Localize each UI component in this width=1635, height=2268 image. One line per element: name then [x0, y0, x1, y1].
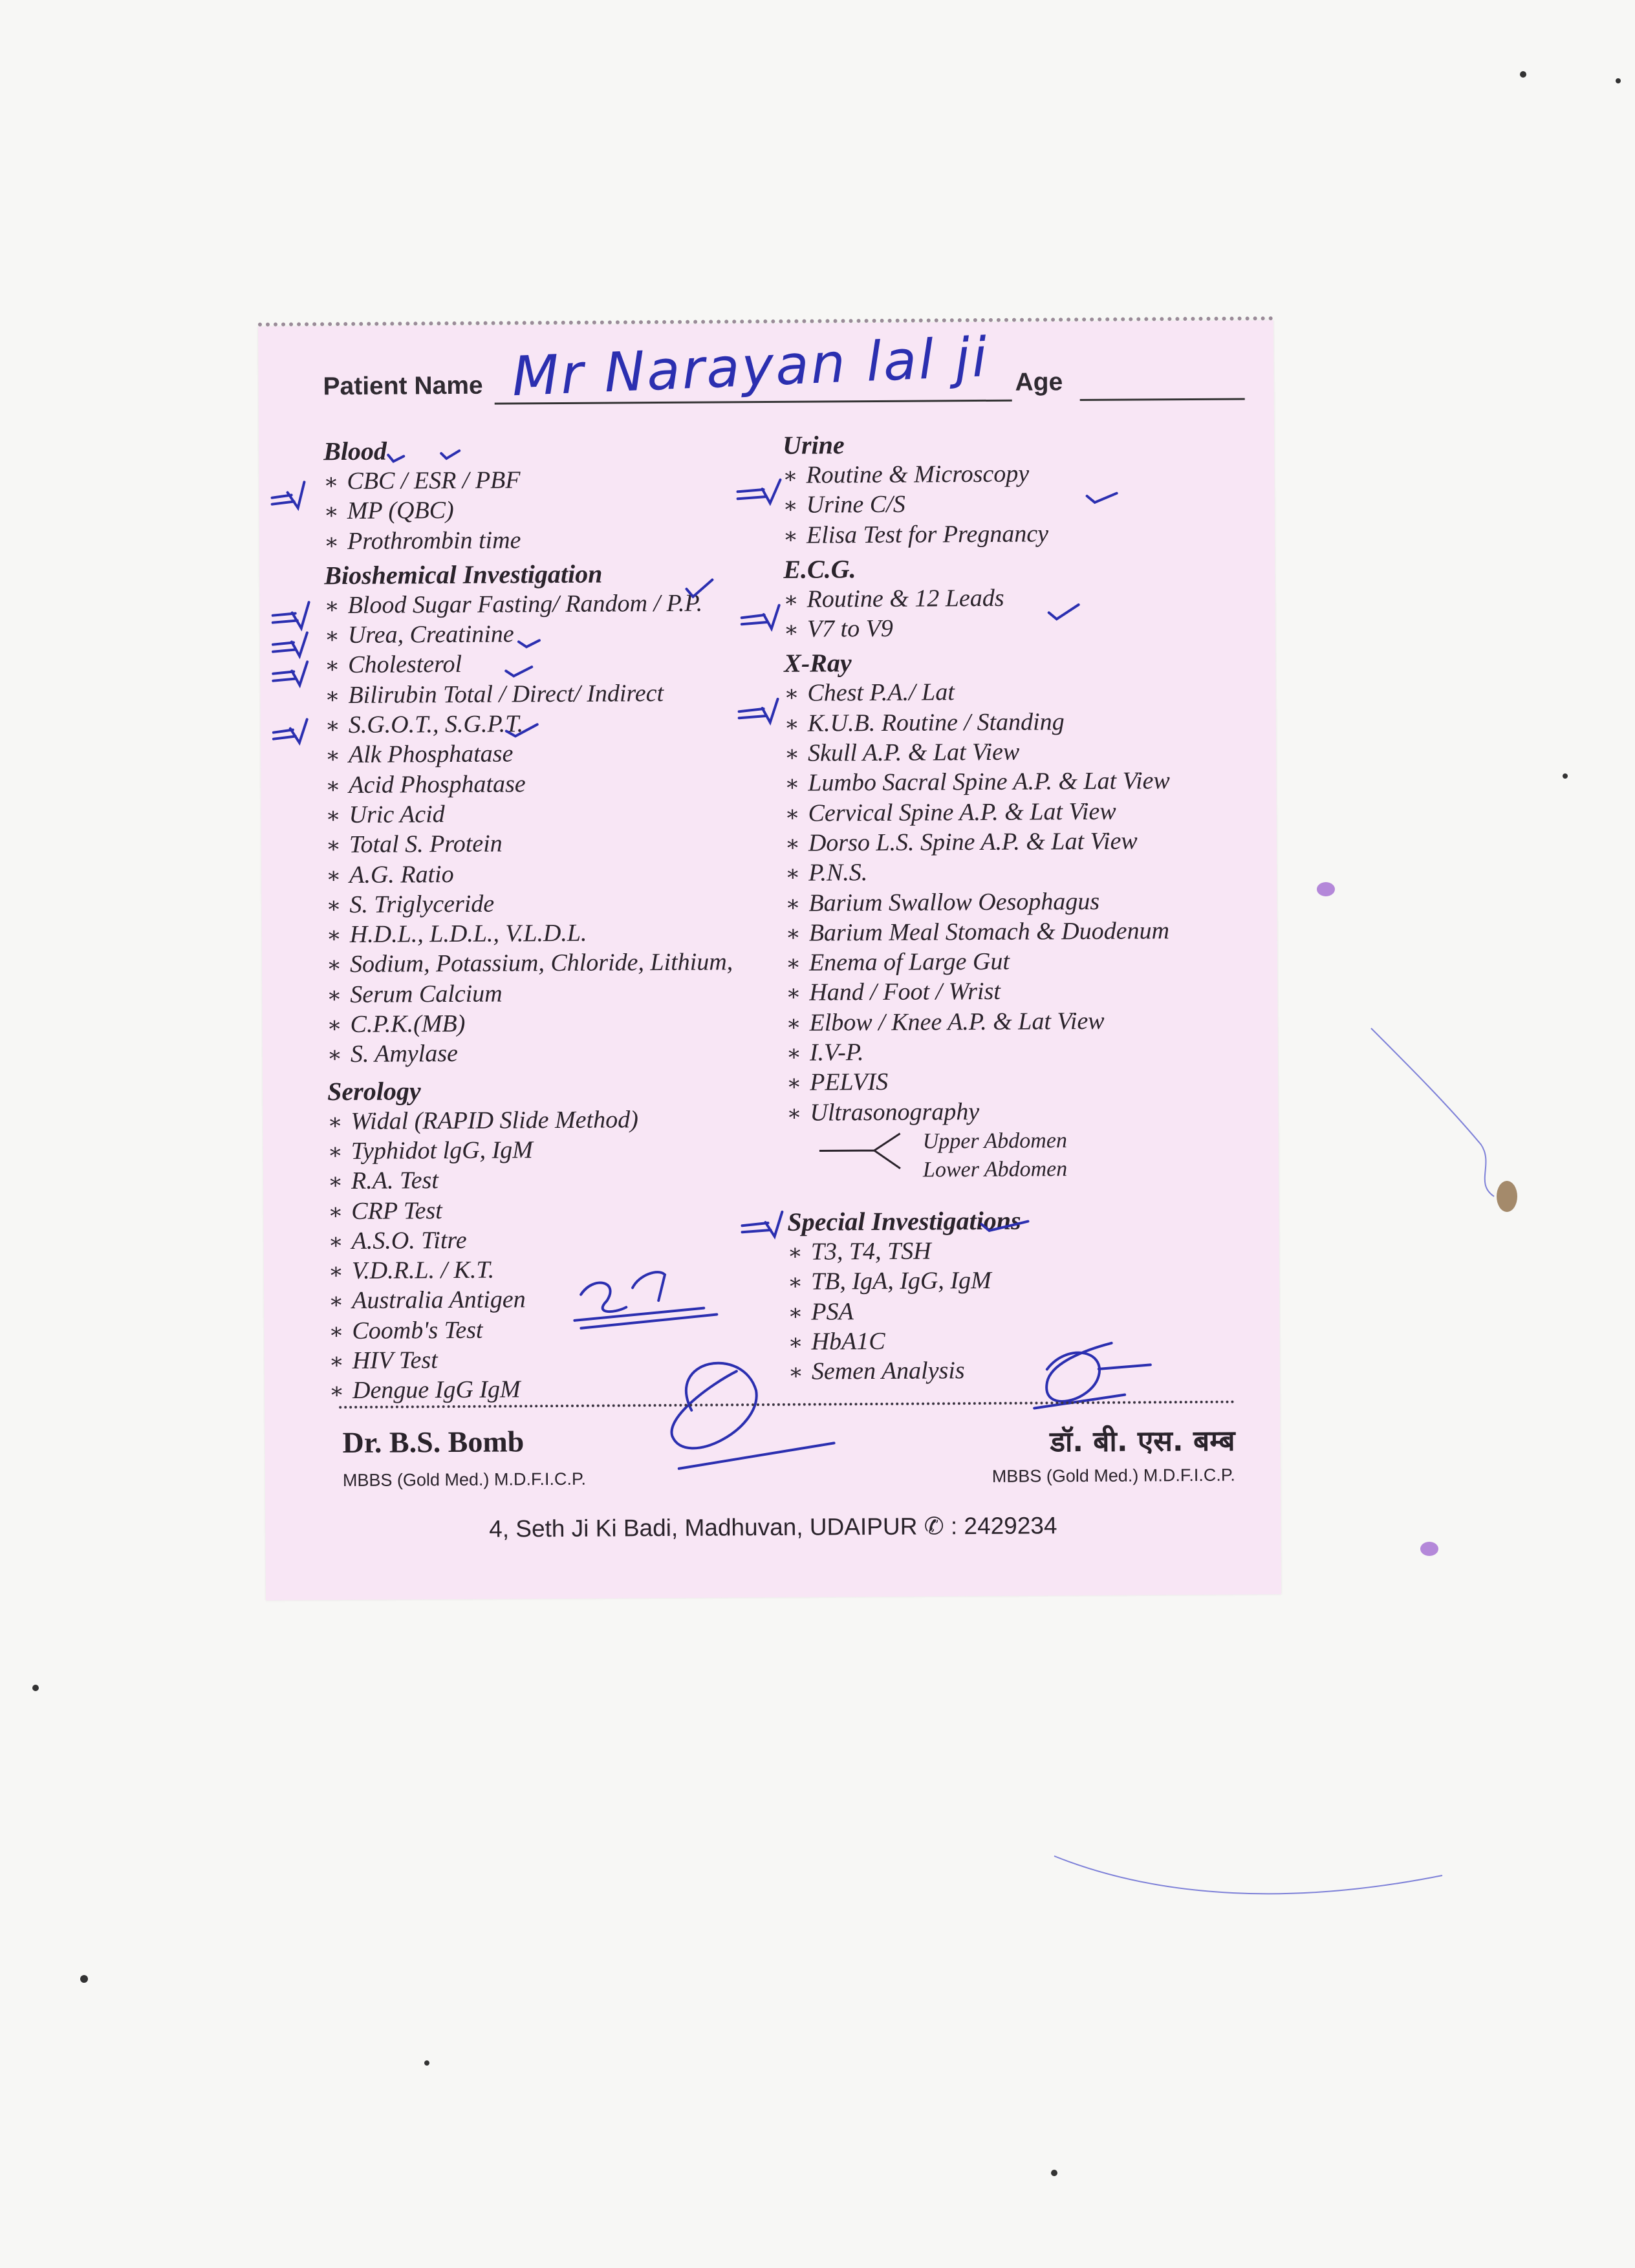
test-label: H.D.L., L.D.L., V.L.D.L. — [349, 919, 587, 949]
asterisk-icon: ∗ — [786, 982, 801, 1006]
test-label: HbA1C — [811, 1327, 885, 1355]
test-label: V.D.R.L. / K.T. — [351, 1256, 495, 1285]
asterisk-icon: ∗ — [786, 1011, 801, 1036]
test-label: Acid Phosphatase — [349, 770, 526, 799]
doctor-qualification-right: MBBS (Gold Med.) M.D.F.I.C.P. — [991, 1465, 1235, 1486]
test-label: I.V-P. — [809, 1039, 864, 1066]
patient-name-label: Patient Name — [323, 371, 483, 401]
test-label: Alk Phosphatase — [348, 740, 514, 769]
age-label: Age — [1015, 368, 1063, 396]
test-label: A.S.O. Titre — [351, 1226, 467, 1255]
pen-stroke — [1054, 1856, 1442, 1894]
asterisk-icon: ∗ — [329, 1319, 344, 1344]
speck — [1520, 71, 1526, 78]
check-icon — [272, 482, 304, 508]
check-icon — [686, 580, 712, 597]
test-label: P.N.S. — [808, 859, 868, 887]
asterisk-icon: ∗ — [784, 712, 799, 737]
test-label: R.A. Test — [351, 1167, 439, 1195]
asterisk-icon: ∗ — [325, 684, 340, 708]
section-title-ecg: E.C.G. — [783, 554, 856, 584]
test-label: Uric Acid — [349, 801, 445, 828]
pen-stroke — [1371, 1028, 1494, 1196]
check-icon — [519, 640, 539, 647]
test-label: CBC / ESR / PBF — [347, 466, 521, 495]
test-label: C.P.K.(MB) — [350, 1010, 466, 1039]
test-label: MP (QBC) — [347, 497, 454, 525]
test-label: Dengue IgG IgM — [352, 1376, 521, 1405]
asterisk-icon: ∗ — [329, 1350, 345, 1374]
clinic-address: 4, Seth Ji Ki Badi, Madhuvan, UDAIPUR ✆ : 2429234 — [489, 1512, 1057, 1542]
test-label: S. Amylase — [350, 1040, 459, 1068]
check-icon — [1087, 493, 1117, 502]
test-label: Chest P.A./ Lat — [807, 678, 955, 707]
asterisk-icon: ∗ — [786, 1072, 802, 1096]
asterisk-icon: ∗ — [328, 1200, 343, 1224]
asterisk-icon: ∗ — [327, 983, 342, 1008]
test-label: Semen Analysis — [811, 1357, 965, 1385]
check-icon — [506, 724, 537, 736]
asterisk-icon: ∗ — [323, 500, 339, 524]
test-label: Skull A.P. & Lat View — [807, 738, 1020, 767]
section-title-serology: Serology — [327, 1075, 421, 1106]
lab-request-slip — [258, 320, 1281, 1601]
test-label: Coomb's Test — [352, 1316, 483, 1345]
patient-name-value[interactable]: Mr Narayan lal ji — [510, 325, 990, 409]
asterisk-icon: ∗ — [785, 832, 801, 856]
test-label: TB, IgA, IgG, IgM — [810, 1267, 991, 1295]
check-icon — [273, 632, 307, 656]
check-icon — [388, 455, 404, 461]
test-label: Prothrombin time — [347, 526, 521, 555]
test-label: Ultrasonography — [810, 1097, 980, 1127]
section-title-special: Special Investigations — [787, 1205, 1021, 1237]
test-label: Urine C/S — [806, 491, 905, 519]
asterisk-icon: ∗ — [787, 1270, 803, 1295]
asterisk-icon: ∗ — [325, 804, 341, 828]
test-label: S.G.O.T., S.G.P.T. — [348, 710, 524, 739]
test-label: Serum Calcium — [350, 980, 503, 1008]
asterisk-icon: ∗ — [785, 892, 801, 916]
test-label: Elbow / Knee A.P. & Lat View — [809, 1007, 1105, 1037]
asterisk-icon: ∗ — [786, 1041, 802, 1066]
asterisk-icon: ∗ — [786, 1101, 802, 1126]
asterisk-icon: ∗ — [326, 923, 341, 948]
speck — [1051, 2170, 1057, 2176]
usg-option-upper[interactable]: Upper Abdomen — [922, 1129, 1068, 1154]
check-icon — [273, 662, 307, 685]
asterisk-icon: ∗ — [785, 951, 801, 977]
asterisk-icon: ∗ — [327, 1013, 342, 1038]
asterisk-icon: ∗ — [323, 470, 339, 495]
asterisk-icon: ∗ — [325, 744, 341, 768]
asterisk-icon: ∗ — [324, 594, 340, 619]
test-label: PSA — [811, 1297, 854, 1326]
test-label: Routine & Microscopy — [806, 460, 1030, 489]
test-label: CRP Test — [351, 1196, 442, 1225]
check-icon — [742, 605, 779, 629]
test-label: Enema of Large Gut — [808, 947, 1010, 977]
asterisk-icon: ∗ — [327, 1139, 343, 1165]
usg-option-lower[interactable]: Lower Abdomen — [922, 1157, 1068, 1182]
test-label: Barium Swallow Oesophagus — [808, 887, 1100, 917]
test-label: Routine & 12 Leads — [807, 584, 1004, 613]
asterisk-icon: ∗ — [785, 922, 801, 946]
test-label: Typhidot lgG, IgM — [351, 1136, 534, 1165]
test-label: HIV Test — [352, 1346, 438, 1374]
asterisk-icon: ∗ — [327, 1170, 343, 1194]
asterisk-icon: ∗ — [326, 893, 341, 918]
test-label: Bilirubin Total / Direct/ Indirect — [348, 679, 664, 709]
test-label: A.G. Ratio — [349, 860, 454, 889]
asterisk-icon: ∗ — [783, 494, 798, 519]
asterisk-icon: ∗ — [783, 618, 799, 643]
check-icon — [739, 699, 778, 722]
check-icon — [273, 602, 309, 628]
speck — [32, 1685, 39, 1691]
asterisk-icon: ∗ — [327, 1043, 343, 1068]
test-label: S. Triglyceride — [349, 890, 495, 918]
section-title-urine: Urine — [782, 430, 845, 460]
section-title-xray: X-Ray — [784, 648, 852, 678]
asterisk-icon: ∗ — [329, 1290, 344, 1314]
asterisk-icon: ∗ — [784, 742, 800, 766]
test-label: T3, T4, TSH — [810, 1237, 931, 1266]
asterisk-icon: ∗ — [788, 1301, 803, 1325]
test-label: Widal (RAPID Slide Method) — [351, 1105, 638, 1135]
section-title-blood: Blood — [323, 436, 387, 466]
asterisk-icon: ∗ — [325, 834, 341, 858]
doctor-name-hindi: डॉ. बी. एस. बम्ब — [1050, 1424, 1235, 1459]
test-label: Barium Meal Stomach & Duodenum — [808, 917, 1170, 947]
asterisk-icon: ∗ — [324, 624, 340, 649]
test-label: PELVIS — [810, 1068, 889, 1096]
test-label: K.U.B. Routine / Standing — [807, 707, 1065, 737]
test-label: Australia Antigen — [352, 1286, 526, 1315]
test-label: Elisa Test for Pregnancy — [806, 519, 1049, 549]
check-icon — [742, 1212, 782, 1237]
ink-blot — [1420, 1542, 1438, 1556]
asterisk-icon: ∗ — [327, 1110, 343, 1134]
speck — [424, 2060, 429, 2066]
asterisk-icon: ∗ — [785, 861, 801, 887]
asterisk-icon: ∗ — [325, 773, 341, 798]
asterisk-icon: ∗ — [788, 1360, 804, 1385]
test-label: V7 to V9 — [807, 615, 893, 643]
check-icon — [737, 480, 780, 503]
test-label: Hand / Foot / Wrist — [809, 978, 1001, 1007]
test-label: Lumbo Sacral Spine A.P. & Lat View — [808, 767, 1170, 797]
check-icon — [981, 1222, 1028, 1231]
section-title-biochemical: Bioshemical Investigation — [324, 559, 603, 590]
asterisk-icon: ∗ — [783, 524, 799, 548]
asterisk-icon: ∗ — [785, 802, 800, 826]
test-label: Sodium, Potassium, Chloride, Lithium, — [349, 948, 733, 978]
asterisk-icon: ∗ — [784, 682, 799, 707]
asterisk-icon: ∗ — [328, 1260, 344, 1284]
asterisk-icon: ∗ — [783, 588, 799, 612]
stain — [1497, 1181, 1517, 1212]
asterisk-icon: ∗ — [328, 1229, 343, 1255]
speck — [80, 1975, 88, 1983]
check-icon — [274, 719, 307, 742]
asterisk-icon: ∗ — [785, 772, 800, 797]
asterisk-icon: ∗ — [783, 464, 798, 488]
doctor-qualification: MBBS (Gold Med.) M.D.F.I.C.P. — [342, 1469, 587, 1491]
handwritten-marks — [258, 320, 1281, 1601]
check-icon — [1049, 605, 1079, 619]
test-label: Blood Sugar Fasting/ Random / P.P. — [347, 589, 703, 619]
speck — [1563, 773, 1568, 779]
asterisk-icon: ∗ — [329, 1379, 345, 1404]
asterisk-icon: ∗ — [325, 654, 340, 678]
asterisk-icon: ∗ — [323, 530, 340, 554]
ink-blot — [1317, 882, 1335, 896]
asterisk-icon: ∗ — [326, 863, 341, 888]
asterisk-icon: ∗ — [788, 1330, 803, 1355]
test-label: Total S. Protein — [349, 830, 503, 859]
asterisk-icon: ∗ — [325, 714, 340, 739]
test-label: Cervical Spine A.P. & Lat View — [808, 797, 1116, 827]
test-label: Urea, Creatinine — [347, 620, 514, 649]
asterisk-icon: ∗ — [326, 953, 342, 978]
speck — [1616, 78, 1621, 83]
asterisk-icon: ∗ — [787, 1240, 803, 1265]
test-label: Cholesterol — [348, 651, 462, 679]
doctor-name: Dr. B.S. Bomb — [342, 1425, 525, 1460]
check-icon — [506, 667, 532, 676]
test-label: Dorso L.S. Spine A.P. & Lat View — [808, 827, 1138, 857]
check-icon — [441, 451, 459, 459]
